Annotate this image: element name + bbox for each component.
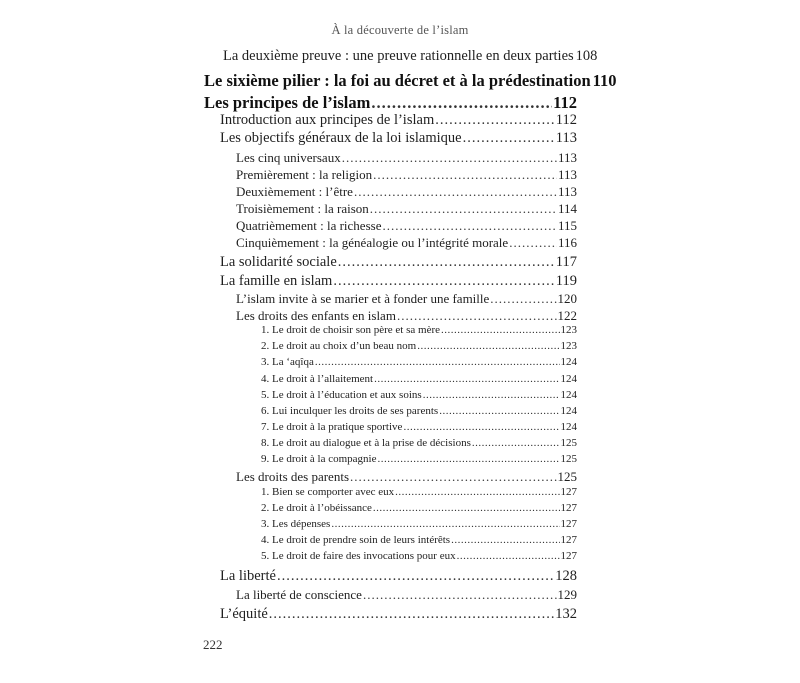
toc-entry — [236, 201, 577, 217]
toc-entry — [236, 218, 577, 234]
toc-entry-title: Troisièmement : la raison — [236, 201, 369, 216]
toc-entry — [261, 405, 577, 417]
leader-dots — [439, 405, 559, 417]
toc-entry-title: 4. Le droit à l’allaitement — [261, 373, 374, 385]
leader-dots — [374, 373, 559, 385]
toc-entry-title: 1. Bien se comporter avec eux — [261, 486, 395, 498]
leader-dots — [338, 254, 555, 271]
leader-dots — [509, 235, 557, 251]
toc-entry — [261, 550, 577, 562]
toc-entry-title: 5. Le droit à l’éducation et aux soins — [261, 389, 422, 401]
leader-dots — [342, 150, 557, 166]
leader-dots — [331, 518, 559, 530]
toc-entry — [261, 453, 577, 465]
toc-entry-page: 110 — [592, 71, 617, 90]
leader-dots — [417, 340, 559, 352]
toc-entry-page: 125 — [560, 453, 577, 465]
toc-entry-title: Cinquièmement : la généalogie ou l’intégrité morale — [236, 235, 509, 250]
leader-dots — [377, 453, 559, 465]
toc-entry — [220, 273, 577, 290]
toc-entry-page: 117 — [555, 254, 577, 270]
toc-entry — [236, 587, 577, 603]
leader-dots — [277, 568, 554, 585]
toc-entry — [220, 606, 577, 623]
toc-entry — [204, 71, 617, 91]
toc-entry-page: 127 — [560, 518, 577, 530]
toc-entry-page: 112 — [553, 93, 577, 112]
toc-entry-page: 113 — [557, 150, 577, 165]
toc-entry-page: 132 — [555, 606, 577, 622]
toc-entry-title: L’équité — [220, 606, 268, 622]
leader-dots — [463, 130, 555, 147]
toc-entry-page: 125 — [560, 437, 577, 449]
toc-entry — [220, 112, 577, 129]
toc-entry-page: 127 — [560, 534, 577, 546]
leader-dots — [397, 308, 557, 324]
toc-entry-page: 127 — [560, 486, 577, 498]
leader-dots — [457, 550, 560, 562]
running-header: À la découverte de l’islam — [331, 23, 469, 37]
toc-entry-page: 115 — [557, 218, 577, 233]
toc-entry-title: 2. Le droit au choix d’un beau nom — [261, 340, 417, 352]
toc-entry-page: 123 — [560, 324, 577, 336]
toc-entry-page: 124 — [560, 405, 577, 417]
toc-entry — [220, 254, 577, 271]
toc-entry — [236, 167, 577, 183]
toc-entry-title: Deuxièmement : l’être — [236, 184, 353, 199]
toc-entry-page: 124 — [560, 421, 577, 433]
toc-entry-title: La solidarité sociale — [220, 254, 337, 270]
leader-dots — [373, 502, 560, 514]
toc-entry — [204, 93, 577, 113]
toc-entry-page: 120 — [557, 291, 577, 306]
toc-entry-title: La deuxième preuve : une preuve rationnelle en deux parties — [223, 48, 574, 64]
toc-entry — [220, 568, 577, 585]
toc-entry-page: 127 — [560, 550, 577, 562]
toc-entry-page: 114 — [557, 201, 577, 216]
toc-entry-page: 113 — [555, 130, 577, 146]
toc-entry-title: Les droits des enfants en islam — [236, 308, 396, 323]
toc-entry — [223, 48, 598, 65]
toc-entry-title: Premièrement : la religion — [236, 167, 373, 182]
toc-entry-title: Les droits des parents — [236, 469, 350, 484]
toc-entry-page: 108 — [575, 48, 598, 64]
toc-entry — [236, 469, 577, 485]
toc-entry-page: 116 — [557, 235, 577, 250]
toc-entry-title: L’islam invite à se marier et à fonder une famille — [236, 291, 490, 306]
toc-entry — [261, 324, 577, 336]
leader-dots — [441, 324, 560, 336]
toc-entry-title: 6. Lui inculquer les droits de ses parents — [261, 405, 439, 417]
toc-entry — [261, 340, 577, 352]
toc-entry — [236, 235, 577, 251]
leader-dots — [423, 389, 560, 401]
toc-entry-title: 1. Le droit de choisir son père et sa mère — [261, 324, 440, 336]
toc-entry-page: 123 — [560, 340, 577, 352]
toc-entry-page: 129 — [557, 587, 577, 602]
toc-entry — [261, 356, 577, 368]
leader-dots — [350, 469, 556, 485]
leader-dots — [451, 534, 559, 546]
toc-entry-title: Introduction aux principes de l’islam — [220, 112, 435, 128]
toc-entry — [236, 150, 577, 166]
toc-entry-title: 9. Le droit à la compagnie — [261, 453, 377, 465]
toc-entry-page: 122 — [557, 308, 577, 323]
toc-entry-page: 119 — [555, 273, 577, 289]
toc-entry-title: Les objectifs généraux de la loi islamique — [220, 130, 462, 146]
toc-entry — [261, 389, 577, 401]
leader-dots — [363, 587, 557, 603]
leader-dots — [395, 486, 559, 498]
toc-entry — [261, 518, 577, 530]
leader-dots — [403, 421, 559, 433]
leader-dots — [333, 273, 554, 290]
toc-entry-page: 125 — [557, 469, 577, 484]
toc-entry — [261, 486, 577, 498]
page-number: 222 — [203, 637, 223, 652]
toc-entry-page: 124 — [560, 389, 577, 401]
toc-entry — [261, 373, 577, 385]
leader-dots — [269, 606, 554, 623]
toc-entry-page: 113 — [557, 184, 577, 199]
toc-entry-page: 124 — [560, 373, 577, 385]
toc-entry-title: Le sixième pilier : la foi au décret et à la prédestination — [204, 71, 591, 90]
toc-entry — [236, 308, 577, 324]
toc-entry — [261, 437, 577, 449]
toc-entry-title: 4. Le droit de prendre soin de leurs intérêts — [261, 534, 451, 546]
toc-entry-page: 127 — [560, 502, 577, 514]
toc-entry-page: 124 — [560, 356, 577, 368]
leader-dots — [371, 93, 552, 113]
toc-entry — [236, 291, 577, 307]
toc-entry-title: 3. La ‘aqîqa — [261, 356, 314, 368]
toc-entry — [220, 130, 577, 147]
toc-entry-title: 7. Le droit à la pratique sportive — [261, 421, 403, 433]
toc-entry-page: 113 — [557, 167, 577, 182]
toc-entry-title: 2. Le droit à l’obéissance — [261, 502, 372, 514]
toc-entry — [261, 534, 577, 546]
toc-entry-title: Les principes de l’islam — [204, 93, 371, 112]
leader-dots — [370, 201, 557, 217]
toc-entry — [261, 502, 577, 514]
leader-dots — [382, 218, 556, 234]
toc-entry-page: 128 — [555, 568, 577, 584]
toc-entry-title: Les cinq universaux — [236, 150, 341, 165]
toc-entry-title: La liberté — [220, 568, 276, 584]
toc-entry-title: 5. Le droit de faire des invocations pour eux — [261, 550, 456, 562]
leader-dots — [354, 184, 557, 200]
toc-entry-title: La famille en islam — [220, 273, 333, 289]
toc-entry-page: 112 — [555, 112, 577, 128]
toc-entry-title: 3. Les dépenses — [261, 518, 331, 530]
toc-entry-title: La liberté de conscience — [236, 587, 362, 602]
toc-entry-title: 8. Le droit au dialogue et à la prise de décisions — [261, 437, 471, 449]
leader-dots — [373, 167, 557, 183]
leader-dots — [490, 291, 556, 307]
leader-dots — [472, 437, 560, 449]
leader-dots — [435, 112, 555, 129]
toc-entry-title: Quatrièmement : la richesse — [236, 218, 382, 233]
toc-entry — [261, 421, 577, 433]
toc-entry — [236, 184, 577, 200]
leader-dots — [315, 356, 560, 368]
